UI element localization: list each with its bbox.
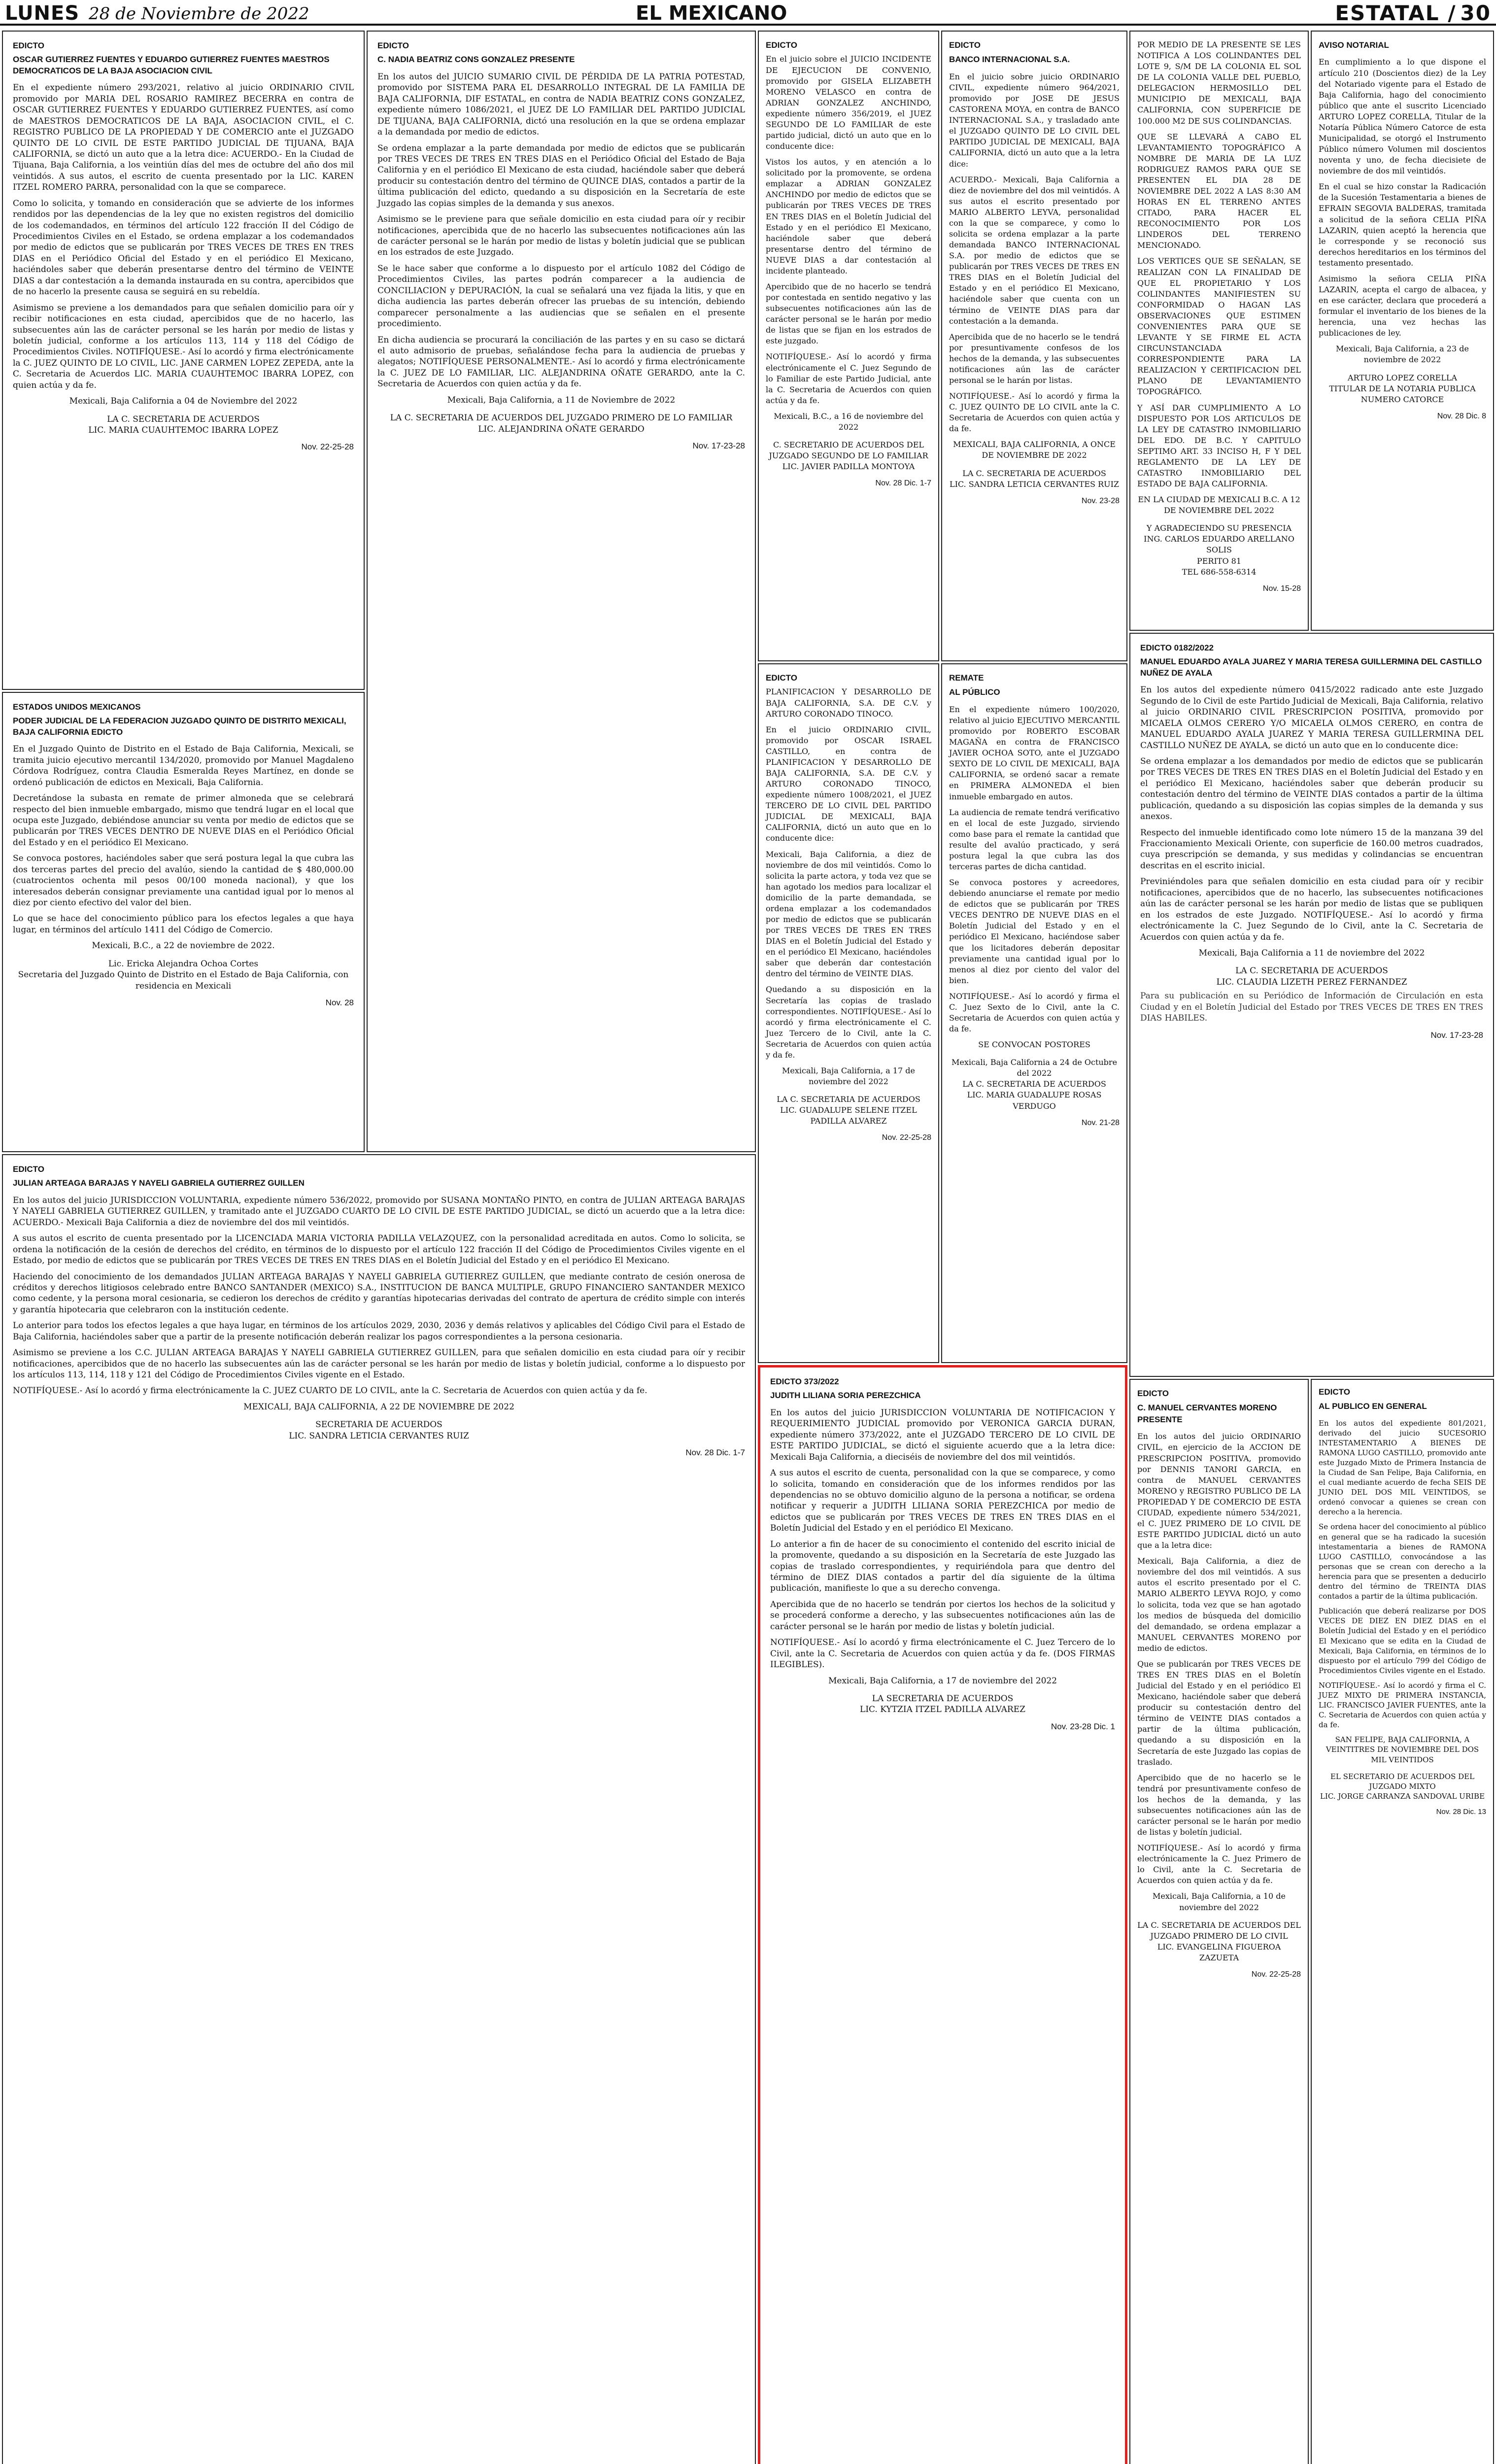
notice-paragraph: Mexicali, Baja California, a diez de noviembre del dos mil veintidós. A sus autos el escrito presentado por el C. MARIO ALBERTO LEYVA ROJO, y como lo solicita, toda vez que se han agotado los medios de búsqueda del domicilio del demandado, se ordena emplazar a MANUEL CERVANTES MORENO por medio de edictos. xyxy=(1137,1556,1301,1653)
notice-body xyxy=(377,71,745,390)
notice-closing: EN LA CIUDAD DE MEXICALI B.C. A 12 DE NOVIEMBRE DEL 2022 xyxy=(1138,495,1300,515)
notice-publication-dates: Nov. 21-28 xyxy=(1081,1118,1120,1127)
notice-paragraph: NOTIFÍQUESE.- Así lo acordó y firma electrónicamente la C. Juez Primero de lo Civil, ante la C. Secretaria de Acuerdos con quien actúa y da fe. xyxy=(1137,1843,1301,1885)
notice-paragraph: Asimismo la señora CELIA PIÑA LAZARIN, acepta el cargo de albacea, y en ese carácter, declara que procederá a formular el inventario de los bienes de la herencia, una vez hechas las publicaciones de ley. xyxy=(1319,274,1486,338)
notice-paragraph: Como lo solicita, y tomando en consideración que se advierte de los informes rendidos por las dependencias de la ley que no existen registros del domicilio de los codemandados, en términos del artículo 122 fracción II del Código de Procedimientos Civiles en el Estado, se ordena emplazar a los codemandados por medio de edictos que se publicarán por TRES VECES DE TRES EN TRES DIAS en el Periódico Oficial del Estado y en el periódico El Mexicano, haciéndoles saber que deberán presentarse dentro del término de VEINTE DIAS a dar contestación a la demanda instaurada en su contra, apercibidos que de no hacerlo la presente causa se seguirá en su rebeldía. xyxy=(13,198,354,297)
notice-closing: Mexicali, Baja California, a 17 de noviembre del 2022 xyxy=(782,1066,915,1087)
section-name: ESTATAL xyxy=(1335,1,1440,25)
notice-paragraph: Decretándose la subasta en remate de primer almoneda que se celebrará respecto del bien inmueble embargado, mismo que tendrá lugar en el local que ocupa este Juzgado, debiéndose anunciar su venta por medio de edictos que se publicarán por TRES VECES DENTRO DE NUEVE DIAS en el Periódico Oficial del Estado y en el periódico El Mexicano. xyxy=(13,793,354,848)
notice-box xyxy=(2,31,365,690)
notice-paragraph: En el expediente número 100/2020, relativo al juicio EJECUTIVO MERCANTIL promovido por ROBERTO ESCOBAR MAGAÑA en contra de FRANCISCO JAVIER OCHOA SOTO, ante el JUZGADO SEXTO DE LO CIVIL DE MEXICALI, BAJA CALIFORNIA, se ordenó sacar a remate en PRIMERA ALMONEDA el bien inmueble embargado en autos. xyxy=(949,704,1120,801)
notice-signature: SECRETARIA DE ACUERDOS LIC. SANDRA LETICIA CERVANTES RUIZ xyxy=(289,1420,469,1441)
notice-label: EDICTO xyxy=(377,41,409,50)
notice-publication-dates: Nov. 22-25-28 xyxy=(1251,1970,1301,1979)
notice-body xyxy=(1137,1431,1301,1886)
notice-paragraph: Asimismo se previene a los C.C. JULIAN ARTEAGA BARAJAS Y NAYELI GABRIELA GUTIERREZ GUILLEN, para que señalen domicilio en esta ciudad para oír y recibir notificaciones, apercibidos que de no hacerlo las subsecuentes aún las de carácter personal se les harán por medio de listas y boletín judicial, conforme a lo dispuesto por los artículos 113, 114, 118 y 121 del Código de Procedimientos Civiles vigente en el Estado. xyxy=(13,1348,745,1380)
notice-paragraph: Se convoca postores y acreedores, debiendo anunciarse el remate por medio de edictos que se publicarán por TRES VECES DENTRO DE NUEVE DIAS en el Boletín Judicial del Estado y en el periódico El Mexicano, haciéndose saber que los licitadores deberán depositar previamente una cantidad igual por lo menos al diez por ciento del valor del bien. xyxy=(949,878,1120,985)
notice-label: EDICTO xyxy=(13,1164,44,1174)
notice-paragraph: En el cual se hizo constar la Radicación de la Sucesión Testamentaria a bienes de EFRAIN SEGOVIA BALDERAS, tramitada a solicitud de la señora CELIA PIÑA LAZARIN, quien aceptó la herencia que le corresponde y se reconoció sus derechos hereditarios en los términos del testamento presentado. xyxy=(1319,182,1486,268)
notice-publication-dates: Nov. 28 Dic. 13 xyxy=(1436,1807,1486,1816)
notice-label: EDICTO 373/2022 xyxy=(770,1377,839,1386)
notice-publication-dates: Nov. 28 xyxy=(325,998,354,1008)
notice-signature: LA C. SECRETARIA DE ACUERDOS LIC. CLAUDIA LIZETH PEREZ FERNANDEZ xyxy=(1216,966,1407,987)
notice-header: JUDITH LILIANA SORIA PEREZCHICA xyxy=(770,1391,921,1401)
notice-publication-dates: Nov. 17-23-28 xyxy=(692,441,745,450)
masthead-day: LUNES xyxy=(5,2,80,25)
notice-publication-dates: Nov. 28 Dic. 8 xyxy=(1437,411,1486,420)
notice-label: EDICTO xyxy=(766,40,797,50)
notice-paragraph: PLANIFICACION Y DESARROLLO DE BAJA CALIFORNIA, S.A. DE C.V. y ARTURO CORONADO TINOCO. xyxy=(766,687,931,719)
notice-label: EDICTO xyxy=(766,673,797,683)
notice-signature: LA C. SECRETARIA DE ACUERDOS LIC. GUADALUPE SELENE ITZEL PADILLA ALVAREZ xyxy=(777,1095,920,1126)
notice-paragraph: NOTIFÍQUESE.- Así lo acordó y firma electrónicamente el C. Juez Tercero de lo Civil, ante la C. Secretaria de Acuerdos con quien actúa y da fe. (DOS FIRMAS ILEGIBLES). xyxy=(770,1638,1115,1670)
notice-label: EDICTO xyxy=(949,40,981,50)
notice-extra: Para su publicación en su Periódico de Información de Circulación en esta Ciudad y en el Boletín Judicial del Estado por TRES VECES DE TRES EN TRES DIAS HABILES. xyxy=(1140,991,1483,1024)
notice-paragraph: Y ASÍ DAR CUMPLIMIENTO A LO DISPUESTO POR LOS ARTICULOS DE LA LEY DE CATASTRO INMOBILIARIO DEL EDO. DE B.C. Y CAPITULO SEPTIMO ART. 33 INCISO H, F Y DEL REGLAMENTO DE LA LEY DE CATASTRO INMOBILIARIO DEL ESTADO DE BAJA CALIFORNIA. xyxy=(1137,403,1301,489)
notice-label: EDICTO xyxy=(1137,1389,1169,1398)
notice-box xyxy=(1311,31,1494,631)
notice-paragraph: En el Juzgado Quinto de Distrito en el Estado de Baja California, Mexicali, se tramita juicio ejecutivo mercantil 134/2020, promovido por Manuel Magdaleno Córdova Rodríguez, contra Claudia Esmeralda Reyes Martínez, en donde se ordenó publicación de edictos en Mexicali, Baja California. xyxy=(13,744,354,787)
notice-paragraph: Se ordena emplazar a la parte demandada por medio de edictos que se publicarán por TRES VECES DE TRES EN TRES DIAS en el Periódico Oficial del Estado de Baja California y en el periódico El Mexicano de esta ciudad, haciéndole saber que deberá producir su contestación dentro del término de QUINCE DIAS, contados a partir de la última publicación del edicto, quedando a su disposición en la Secretaría de este Juzgado las copias simples de la demanda y sus anexos. xyxy=(377,143,745,208)
notice-box xyxy=(1129,633,1494,1377)
notice-header: AVISO NOTARIAL xyxy=(1319,40,1389,50)
notice-signature: Mexicali, Baja California a 24 de Octubre del 2022 LA C. SECRETARIA DE ACUERDOS LIC. MARIA GUADALUPE ROSAS VERDUGO xyxy=(951,1058,1118,1111)
notice-body xyxy=(766,54,931,406)
notice-body xyxy=(766,686,931,1061)
notice-signature: LA C. SECRETARIA DE ACUERDOS DEL JUZGADO PRIMERO DE LO CIVIL LIC. EVANGELINA FIGUEROA ZAZUETA xyxy=(1137,1920,1301,1962)
masthead-section: ESTATAL / 30 xyxy=(1335,1,1491,25)
notice-header: PODER JUDICIAL DE LA FEDERACION JUZGADO QUINTO DE DISTRITO MEXICALI, BAJA CALIFORNIA EDICTO xyxy=(13,716,346,737)
notice-paragraph: NOTIFÍQUESE.- Así lo acordó y firma la C. JUEZ QUINTO DE LO CIVIL ante la C. Secretaria de Acuerdos con quien actúa y da fe. xyxy=(949,391,1120,434)
notice-header: AL PÚBLICO xyxy=(949,687,1000,697)
notice-box xyxy=(1311,1379,1494,2464)
notice-paragraph: LOS VERTICES QUE SE SEÑALAN, SE REALIZAN CON LA FINALIDAD DE QUE EL PROPIETARIO Y LOS COLINDANTES MANIFIESTEN SU CONFORMIDAD O HAGAN LAS OBSERVACIONES QUE ESTIMEN CONVENIENTES PARA QUE SE LEVANTE Y SE FIRME EL ACTA CIRCUNSTANCIADA CORRESPONDIENTE PARA LA REALIZACION Y CERTIFICACION DEL PLANO DE LEVANTAMIENTO TOPOGRÁFICO. xyxy=(1137,256,1301,397)
notice-publication-dates: Nov. 22-25-28 xyxy=(301,442,354,452)
notice-label: EDICTO xyxy=(1319,1387,1350,1397)
notice-publication-dates: Nov. 28 Dic. 1-7 xyxy=(875,479,931,488)
notice-paragraph: Publicación que deberá realizarse por DOS VECES DE DIEZ EN DIEZ DIAS en el Boletín Judicial del Estado y en el periódico El Mexicano que se edita en la Ciudad de Mexicali, Baja California, en términos de lo dispuesto por el artículo 799 del Código de Procedimientos Civiles vigente en el Estado. xyxy=(1319,1607,1486,1675)
notice-paragraph: En el juicio sobre el JUICIO INCIDENTE DE EJECUCION DE CONVENIO, promovido por GISELA ELIZABETH MORENO VELASCO en contra de ADRIAN GONZALEZ ANCHINDO, expediente número 356/2019, el JUEZ SEGUNDO DE LO FAMILIAR de este partido judicial, dictó un auto que en lo conducente dice: xyxy=(766,54,931,151)
notice-closing: Mexicali, Baja California, a 17 de noviembre del 2022 xyxy=(828,1676,1057,1686)
notice-paragraph: Previniéndoles para que señalen domicilio en esta ciudad para oír y recibir notificaciones, apercibidos que de no hacerlo, las subsecuentes notificaciones aún las de carácter personal se les harán por medio de listas que se publiquen en los estrados de este Juzgado. NOTIFÍQUESE.- Así lo acordó y firma electrónicamente la C. Juez Segundo de lo Civil, ante la C. Secretaria de Acuerdos con quien actúa y da fe. xyxy=(1140,877,1483,942)
notice-box xyxy=(758,663,939,1363)
notice-box xyxy=(2,1154,756,2464)
notice-signature: Lic. Ericka Alejandra Ochoa Cortes Secretaria del Juzgado Quinto de Distrito en el Estado de Baja California, con residencia en Mexicali xyxy=(18,958,349,991)
notice-label: ESTADOS UNIDOS MEXICANOS xyxy=(13,702,141,712)
notice-box xyxy=(1129,1379,1309,2464)
notice-box xyxy=(758,31,939,661)
notice-signature: Y AGRADECIENDO SU PRESENCIA ING. CARLOS EDUARDO ARELLANO SOLIS PERITO 81 TEL 686-558-6314 xyxy=(1144,523,1294,577)
notice-paragraph: Se ordena emplazar a los demandados por medio de edictos que se publicarán por TRES VECES DE TRES EN TRES DIAS en el Boletín Judicial del Estado y en el periódico El Mexicano, haciéndoles saber que deberán producir su contestación dentro del término de VEINTE DIAS contados a partir de la última publicación, quedando a su disposición las copias simples de la demanda y sus anexos. xyxy=(1140,756,1483,822)
notice-publication-dates: Nov. 28 Dic. 1-7 xyxy=(685,1448,745,1458)
notice-paragraph: Se le hace saber que conforme a lo dispuesto por el artículo 1082 del Código de Procedimientos Civiles, las partes podrán comparecer a la audiencia de CONCILIACION y DEPURACIÓN, la cual se señalará una vez fijada la litis, y que en dicha audiencia las partes deberán ofrecer las pruebas de su intención, debiendo comparecer personalmente a las audiencias que se señalen en el presente procedimiento. xyxy=(377,263,745,329)
notice-paragraph: Apercibido que de no hacerlo se le tendrá por presuntivamente confeso de los hechos de la demanda, y las subsecuentes notificaciones aún las de carácter personal se le harán por medio de listas y boletín judicial. xyxy=(1137,1773,1301,1837)
notice-body xyxy=(1319,1418,1486,1730)
notice-closing: MEXICALI, BAJA CALIFORNIA, A ONCE DE NOVIEMBRE DE 2022 xyxy=(953,440,1116,460)
notice-paragraph: Mexicali, Baja California, a diez de noviembre de dos mil veintidós. Como lo solicita la parte actora, y toda vez que se han agotado los medios para localizar el domicilio de la parte demandada, se ordena emplazar a los codemandados por medio de edictos que se publicarán por TRES VECES DE TRES EN TRES DIAS en el Boletín Judicial del Estado y en el periódico El Mexicano, haciéndoles saber que deberán dar contestación dentro del término de VEINTE DIAS. xyxy=(766,849,931,979)
notice-header: C. NADIA BEATRIZ CONS GONZALEZ PRESENTE xyxy=(377,55,575,65)
notice-paragraph: NOTIFÍQUESE.- Así lo acordó y firma el C. JUEZ MIXTO DE PRIMERA INSTANCIA, LIC. FRANCISCO JAVIER FUENTES, ante la C. Secretaria de Acuerdos con quien actúa y da fe. xyxy=(1319,1680,1486,1730)
notice-paragraph: Asimismo se le previene para que señale domicilio en esta ciudad para oír y recibir notificaciones, apercibida que de no hacerlo las subsecuentes notificaciones aún las de carácter personal se le harán por medio de listas y boletín judicial que se publican en los estrados de este Juzgado. xyxy=(377,214,745,258)
notice-header: C. MANUEL CERVANTES MORENO PRESENTE xyxy=(1137,1403,1277,1424)
notice-closing: Mexicali, Baja California, a 10 de noviembre del 2022 xyxy=(1153,1891,1286,1912)
notice-paragraph: Apercibido que de no hacerlo se tendrá por contestada en sentido negativo y las subsecuentes notificaciones aún las de carácter personal se le harán por medio de listas que se fijan en los estrados de este juzgado. xyxy=(766,282,931,346)
notice-closing: Mexicali, B.C., a 16 de noviembre del 2022 xyxy=(774,411,923,432)
notice-paragraph: Respecto del inmueble identificado como lote número 15 de la manzana 39 del Fraccionamiento Mexicali Oriente, con superficie de 160.00 metros cuadrados, cuya prescripción se demanda, y sus medidas y colindancias se encuentran descritas en el escrito inicial. xyxy=(1140,827,1483,871)
notice-body xyxy=(13,1195,745,1397)
notice-publication-dates: Nov. 22-25-28 xyxy=(882,1133,931,1142)
notice-paragraph: En los autos del JUICIO SUMARIO CIVIL DE PÉRDIDA DE LA PATRIA POTESTAD, promovido por SISTEMA PARA EL DESARROLLO INTEGRAL DE LA FAMILIA DE BAJA CALIFORNIA, DIF ESTATAL, en contra de NADIA BEATRIZ CONS GONZALEZ, expediente número 1086/2021, el JUEZ DE LO FAMILIAR DEL PARTIDO JUDICIAL DE TIJUANA, BAJA CALIFORNIA, dictó una resolución en la que se ordena emplazar a la demandada por medio de edictos. xyxy=(377,71,745,137)
notice-signature: C. SECRETARIO DE ACUERDOS DEL JUZGADO SEGUNDO DE LO FAMILIAR LIC. JAVIER PADILLA MONTOYA xyxy=(769,440,928,472)
notice-publication-dates: Nov. 15-28 xyxy=(1262,584,1301,593)
page-number: 30 xyxy=(1460,1,1491,25)
notice-box xyxy=(758,1365,1127,2464)
notice-label: REMATE xyxy=(949,673,984,683)
notice-paragraph: Se convoca postores, haciéndoles saber que será postura legal la que cubra las dos terceras partes del precio del avalúo, siendo la cantidad de $ 480,000.00 (cuatrocientos ochenta mil pesos 00/100 moneda nacional), y que los interesados deberán consignar previamente una cantidad igual por lo menos al diez por ciento efectivo del valor del bien. xyxy=(13,854,354,908)
notice-closing: SAN FELIPE, BAJA CALIFORNIA, A VEINTITRES DE NOVIEMBRE DEL DOS MIL VEINTIDOS xyxy=(1326,1735,1479,1764)
notice-header: MANUEL EDUARDO AYALA JUAREZ Y MARIA TERESA GUILLERMINA DEL CASTILLO NUÑEZ DE AYALA xyxy=(1140,657,1482,678)
notice-paragraph: Asimismo se previene a los demandados para que señalen domicilio para oír y recibir notificaciones en esta ciudad, apercibidos que de no hacerlo, las subsecuentes aún las de carácter personal se les harán por medio de listas y boletín judicial, conforme a los artículos 113, 114 y 118 del Código de Procedimientos Civiles. NOTIFÍQUESE.- Así lo acordó y firma electrónicamente la C. JUEZ QUINTO DE LO CIVIL, LIC. JANE CARMEN LOPEZ ZEPEDA, ante la C. Secretaria de Acuerdos LIC. MARIA CUAUHTEMOC IBARRA LOPEZ, con quien actúa y da fe. xyxy=(13,303,354,390)
notice-closing: Mexicali, Baja California a 11 de noviembre del 2022 xyxy=(1198,948,1425,958)
notice-paragraph: En el expediente número 293/2021, relativo al juicio ORDINARIO CIVIL promovido por MARIA DEL ROSARIO RAMIREZ BECERRA en contra de OSCAR GUTIERREZ FUENTES Y EDUARDO GUTIERREZ FUENTES, así como de MAESTROS DEMOCRATICOS DE LA BAJA, ASOCIACION CIVIL, el C. REGISTRO PUBLICO DE LA PROPIEDAD Y DE COMERCIO ante el JUZGADO QUINTO DE LO CIVIL DE ESTE PARTIDO JUDICIAL DE TIJUANA, BAJA CALIFORNIA, se dictó un auto que a la letra dice: ACUERDO.- En la Ciudad de Tijuana, Baja California, a los veintiún días del mes de octubre del año dos mil veintidós. A sus autos, el escrito de cuenta presentado por la LIC. KAREN ITZEL ROMERO PARRA, personalidad con la que se comparece. xyxy=(13,83,354,193)
notice-paragraph: Haciendo del conocimiento de los demandados JULIAN ARTEAGA BARAJAS Y NAYELI GABRIELA GUTIERREZ GUILLEN, que mediante contrato de cesión onerosa de créditos y derechos litigiosos celebrado entre BANCO SANTANDER (MEXICO) S.A., INSTITUCION DE BANCA MULTIPLE, GRUPO FINANCIERO SANTANDER MEXICO como cedente, y la persona moral cesionaria, se cedieron los derechos de crédito y garantías hipotecarias derivadas del contrato de apertura de crédito simple con interés y garantía hipotecaria que celebraron con la institución cedente. xyxy=(13,1271,745,1315)
notice-body xyxy=(949,71,1120,435)
notice-label: EDICTO xyxy=(13,41,44,50)
notice-paragraph: ACUERDO.- Mexicali, Baja California a diez de noviembre del dos mil veintidós. A sus autos el escrito presentado por MARIO ALBERTO LEYVA, personalidad con la que se comparece, y como lo solicita se ordena emplazar a la parte demandada BANCO INTERNACIONAL S.A. por medio de edictos que se publicarán por TRES VECES DE TRES EN TRES DIAS en el Boletín Judicial del Estado y en el periódico El Mexicano, haciéndole saber que cuenta con un término de VEINTE DIAS para dar contestación a la demanda. xyxy=(949,174,1120,326)
notice-paragraph: En los autos del juicio JURISDICCION VOLUNTARIA DE NOTIFICACION Y REQUERIMIENTO JUDICIAL promovido por VERONICA GARCIA DURAN, expediente número 373/2022, ante el JUZGADO TERCERO DE LO CIVIL DE ESTE PARTIDO JUDICIAL, se dictó el siguiente acuerdo que a la letra dice: Mexicali Baja California, a dieciséis de noviembre del dos mil veintidós. xyxy=(770,1407,1115,1462)
notice-signature: LA SECRETARIA DE ACUERDOS LIC. KYTZIA ITZEL PADILLA ALVAREZ xyxy=(860,1693,1025,1715)
notice-publication-dates: Nov. 23-28 xyxy=(1081,496,1120,505)
notice-header: AL PUBLICO EN GENERAL xyxy=(1319,1401,1427,1411)
notice-box xyxy=(2,692,365,1152)
notice-paragraph: A sus autos el escrito de cuenta presentado por la LICENCIADA MARIA VICTORIA PADILLA VELAZQUEZ, con la personalidad acreditada en autos. Como lo solicita, se ordena la notificación de la cesión de derechos del crédito, en términos de lo dispuesto por el artículo 122 fracción II del Código de Procedimientos Civiles vigente en el Estado, por medio de edictos que se publicarán por TRES VECES DE TRES EN TRES DIAS en el Boletín Judicial del Estado y en el periódico El Mexicano. xyxy=(13,1233,745,1266)
notice-body xyxy=(13,82,354,391)
notice-header: OSCAR GUTIERREZ FUENTES Y EDUARDO GUTIERREZ FUENTES MAESTROS DEMOCRATICOS DE LA BAJA ASOCIACION CIVIL xyxy=(13,55,330,75)
notice-body xyxy=(1319,57,1486,339)
notice-paragraph: Apercibida que de no hacerlo se le tendrá por presuntivamente confesos de los hechos de la demanda, y las subsecuentes notificaciones aún las de carácter personal se le harán por listas. xyxy=(949,332,1120,385)
notice-signature: LA C. SECRETARIA DE ACUERDOS LIC. MARIA CUAUHTEMOC IBARRA LOPEZ xyxy=(88,414,278,435)
notice-signature: EL SECRETARIO DE ACUERDOS DEL JUZGADO MIXTO LIC. JORGE CARRANZA SANDOVAL URIBE xyxy=(1320,1772,1485,1801)
notice-paragraph: En los autos del expediente 801/2021, derivado del juicio SUCESORIO INTESTAMENTARIO A BIENES DE RAMONA LUGO CASTILLO, promovido ante este Juzgado Mixto de Primera Instancia de la Ciudad de San Felipe, Baja California, en el cual mediante acuerdo de fecha SEIS DE JUNIO DEL DOS MIL VEINTIDOS, se ordenó convocar a quienes se crean con derecho a la herencia. xyxy=(1319,1418,1486,1517)
notice-paragraph: En el juicio sobre juicio ORDINARIO CIVIL, expediente número 964/2021, promovido por JOSE DE JESUS CASTORENA MOYA, en contra de BANCO INTERNACIONAL S.A., y trasladado ante el JUZGADO QUINTO DE LO CIVIL DEL PARTIDO JUDICIAL DE MEXICALI, BAJA CALIFORNIA, dictó un auto que a la letra dice: xyxy=(949,71,1120,169)
notice-box xyxy=(1129,31,1309,631)
notice-closing: Mexicali, Baja California a 04 de Noviembre del 2022 xyxy=(69,396,298,407)
notice-box xyxy=(941,31,1127,661)
notice-paragraph: En los autos del juicio JURISDICCION VOLUNTARIA, expediente número 536/2022, promovido por SUSANA MONTAÑO PINTO, en contra de JULIAN ARTEAGA BARAJAS Y NAYELI GABRIELA GUTIERREZ GUILLEN, y tramitado ante el JUZGADO CUARTO DE LO CIVIL DE ESTE PARTIDO JUDICIAL, se dictó un acuerdo que a la letra dice: ACUERDO.- Mexicali Baja California a diez de noviembre del dos mil veintidós. xyxy=(13,1195,745,1228)
masthead-paper-name: EL MEXICANO xyxy=(636,2,787,25)
notice-closing: Mexicali, B.C., a 22 de noviembre de 2022. xyxy=(92,941,275,951)
notice-signature: ARTURO LOPEZ CORELLA TITULAR DE LA NOTARIA PUBLICA NUMERO CATORCE xyxy=(1329,373,1476,404)
notice-paragraph: QUE SE LLEVARÁ A CABO EL LEVANTAMIENTO TOPOGRÁFICO A NOMBRE DE MARIA DE LA LUZ RODRIGUEZ RAMOS PARA QUE SE PRESENTEN EL DIA 28 DE NOVIEMBRE DEL 2022 A LAS 8:30 AM HORAS EN EL TERRENO ANTES CITADO, PARA HACER EL RECONOCIMIENTO POR LOS LINDEROS DEL TERRENO MENCIONADO. xyxy=(1137,132,1301,250)
notice-paragraph: Vistos los autos, y en atención a lo solicitado por la promovente, se ordena emplazar a ADRIAN GONZALEZ ANCHINDO por medio de edictos que se publicarán por TRES VECES DE TRES EN TRES DIAS en el Boletín Judicial del Estado y en el periódico El Mexicano, haciéndole saber que deberá presentarse dentro del término de NUEVE DIAS a dar contestación al incidente planteado. xyxy=(766,157,931,275)
notice-signature: LA C. SECRETARIA DE ACUERDOS LIC. SANDRA LETICIA CERVANTES RUIZ xyxy=(949,468,1120,489)
masthead xyxy=(0,0,1496,26)
notice-header: BANCO INTERNACIONAL S.A. xyxy=(949,55,1070,65)
notice-paragraph: POR MEDIO DE LA PRESENTE SE LES NOTIFICA A LOS COLINDANTES DEL LOTE 9, S/M DE LA COLONIA EL SOL DE LA COLONIA VALLE DEL PUEBLO, DELEGACION HERMOSILLO DEL MUNICIPIO DE MEXICALI, BAJA CALIFORNIA, CON SUPERFICIE DE 100.000 M2 DE SUS COLINDANCIAS. xyxy=(1137,40,1301,126)
notice-paragraph: NOTIFÍQUESE.- Así lo acordó y firma el C. Juez Sexto de lo Civil, ante la C. Secretaria de Acuerdos con quien actúa y da fe. xyxy=(949,991,1120,1034)
notice-closing: Mexicali, Baja California, a 11 de Noviembre de 2022 xyxy=(447,395,676,405)
notice-publication-dates: Nov. 17-23-28 xyxy=(1430,1030,1483,1040)
notice-closing: Mexicali, Baja California, a 23 de noviembre de 2022 xyxy=(1336,344,1469,365)
notice-paragraph: Que se publicarán por TRES VECES DE TRES EN TRES DIAS en el Boletín Judicial del Estado y en el periódico El Mexicano, haciéndole saber que deberá producir su contestación dentro del término de VEINTE DIAS contados a partir de la última publicación, quedando a su disposición en la Secretaría de este Juzgado las copias de traslado. xyxy=(1137,1659,1301,1767)
notice-paragraph: En los autos del expediente número 0415/2022 radicado ante este Juzgado Segundo de lo Civil de este Partido Judicial de Mexicali, Baja California, relativo al juicio ORDINARIO CIVIL PRESCRIPCION POSITIVA, promovido por MICAELA OLMOS CERERO Y/O MICAELA OLMOS CERERO, en contra de MANUEL EDUARDO AYALA JUAREZ Y MARIA TERESA GUILLERMINA DEL CASTILLO NUÑEZ DE AYALA, se dictó un auto que en lo conducente dice: xyxy=(1140,685,1483,751)
notice-paragraph: NOTIFÍQUESE.- Así lo acordó y firma electrónicamente la C. JUEZ CUARTO DE LO CIVIL, ante la C. Secretaria de Acuerdos con quien actúa y da fe. xyxy=(13,1386,647,1396)
notice-closing: MEXICALI, BAJA CALIFORNIA, A 22 DE NOVIEMBRE DE 2022 xyxy=(243,1402,514,1412)
notice-paragraph: En el juicio ORDINARIO CIVIL, promovido por OSCAR ISRAEL CASTILLO, en contra de PLANIFICACION Y DESARROLLO DE BAJA CALIFORNIA, S.A. DE C.V. y ARTURO CORONADO TINOCO, expediente número 1008/2021, el JUEZ TERCERO DE LO CIVIL DEL PARTIDO JUDICIAL DE MEXICALI, BAJA CALIFORNIA, dictó un auto que en lo conducente dice: xyxy=(766,724,931,843)
notice-paragraph: En cumplimiento a lo que dispone el artículo 210 (Doscientos diez) de la Ley del Notariado vigente para el Estado de Baja California, hago del conocimiento público que ante el suscrito Licenciado ARTURO LOPEZ CORELLA, Titular de la Notaría Pública Número Catorce de esta Municipalidad, se otorgó el Instrumento Público número Volumen mil doscientos noventa y uno, de fecha diecisiete de noviembre de dos mil veintidós. xyxy=(1319,57,1486,176)
notice-paragraph: Lo anterior para todos los efectos legales a que haya lugar, en términos de los artículos 2029, 2030, 2036 y demás relativos y aplicables del Código Civil para el Estado de Baja California, haciéndoles saber que a partir de la presente notificación deberán realizar los pagos correspondientes a la persona cesionaria. xyxy=(13,1321,745,1342)
notice-paragraph: Se ordena hacer del conocimiento al público en general que se ha radicado la sucesión intestamentaria a bienes de RAMONA LUGO CASTILLO, convocándose a las personas que se crean con derecho a la herencia para que se presenten a deducirlo dentro del término de TREINTA DIAS contados a partir de la última publicación. xyxy=(1319,1522,1486,1601)
notice-paragraph: NOTIFÍQUESE.- Así lo acordó y firma electrónicamente el C. Juez Segundo de lo Familiar de este Partido Judicial, ante la C. Secretaria de Acuerdos con quien actúa y da fe. xyxy=(766,352,931,405)
notice-paragraph: Quedando a su disposición en la Secretaría las copias de traslado correspondientes. NOTIFÍQUESE.- Así lo acordó y firma electrónicamente el C. Juez Tercero de lo Civil, ante la C. Secretaria de Acuerdos con quien actúa y da fe. xyxy=(766,985,931,1060)
notice-body xyxy=(949,704,1120,1034)
notice-paragraph: Apercibida que de no hacerlo se tendrán por ciertos los hechos de la solicitud y se procederá conforme a derecho, y las subsecuentes notificaciones aún las de carácter personal se le harán por medio de listas y boletín judicial. xyxy=(770,1599,1115,1632)
notice-signature: LA C. SECRETARIA DE ACUERDOS DEL JUZGADO PRIMERO DE LO FAMILIAR LIC. ALEJANDRINA OÑATE GERARDO xyxy=(390,413,733,434)
notice-publication-dates: Nov. 23-28 Dic. 1 xyxy=(1051,1721,1115,1731)
masthead-date: 28 de Noviembre de 2022 xyxy=(89,4,309,24)
notice-paragraph: En los autos del juicio ORDINARIO CIVIL, en ejercicio de la ACCION DE PRESCRIPCION POSITIVA, promovido por DENNIS TANORI GARCIA, en contra de MANUEL CERVANTES MORENO y REGISTRO PUBLICO DE LA PROPIEDAD Y DE COMERCIO DE ESTA CIUDAD, expediente número 534/2021, el C. JUEZ PRIMERO DE LO CIVIL DE ESTE PARTIDO JUDICIAL dictó un auto que a la letra dice: xyxy=(1137,1432,1301,1550)
notice-box xyxy=(941,663,1127,1363)
notice-paragraph: La audiencia de remate tendrá verificativo en el local de este Juzgado, sirviendo como base para el remate la cantidad que resulte del avalúo practicado, y será postura legal la que cubra las dos terceras partes de dicha cantidad. xyxy=(949,807,1120,871)
notice-paragraph: Lo anterior a fin de hacer de su conocimiento el contenido del escrito inicial de la promovente, quedando a su disposición en la Secretaría de este Juzgado las copias de traslado correspondientes, y requiriéndola para que dentro del término de DIEZ DIAS contados a partir del día siguiente de la última publicación, manifieste lo que a su derecho convenga. xyxy=(770,1539,1115,1594)
notice-paragraph: A sus autos el escrito de cuenta, personalidad con la que se comparece, y como lo solicita, tomando en consideración que de los informes rendidos por las dependencias no se obtuvo domicilio alguno de la persona a notificar, se ordena notificar y requerir a JUDITH LILIANA SORIA PEREZCHICA por medio de edictos que se publicarán por TRES VECES DE TRES EN TRES DIAS en el Boletín Judicial del Estado y en el periódico El Mexicano. xyxy=(770,1468,1115,1534)
notice-paragraph: Lo que se hace del conocimiento público para los efectos legales a que haya lugar, en términos del artículo 1411 del Código de Comercio. xyxy=(13,914,354,935)
notice-closing: SE CONVOCAN POSTORES xyxy=(978,1040,1090,1050)
notice-label: EDICTO 0182/2022 xyxy=(1140,643,1214,652)
notice-body xyxy=(770,1407,1115,1671)
notice-header: JULIAN ARTEAGA BARAJAS Y NAYELI GABRIELA GUTIERREZ GUILLEN xyxy=(13,1178,305,1188)
notice-body xyxy=(1137,39,1301,489)
notice-box xyxy=(367,31,756,1152)
notice-body xyxy=(1140,684,1483,943)
notice-paragraph: En dicha audiencia se procurará la conciliación de las partes y en su caso se dictará el auto admisorio de pruebas, señalándose fecha para la audiencia de pruebas y alegatos; NOTIFÍQUESE PERSONALMENTE.- Así lo acordó y firma electrónicamente la C. JUEZ DE LO FAMILIAR, LIC. ALEJANDRINA OÑATE GERARDO, ante la C. Secretaria de Acuerdos con quien actúa y da fe. xyxy=(377,335,745,389)
notice-body xyxy=(13,744,354,935)
